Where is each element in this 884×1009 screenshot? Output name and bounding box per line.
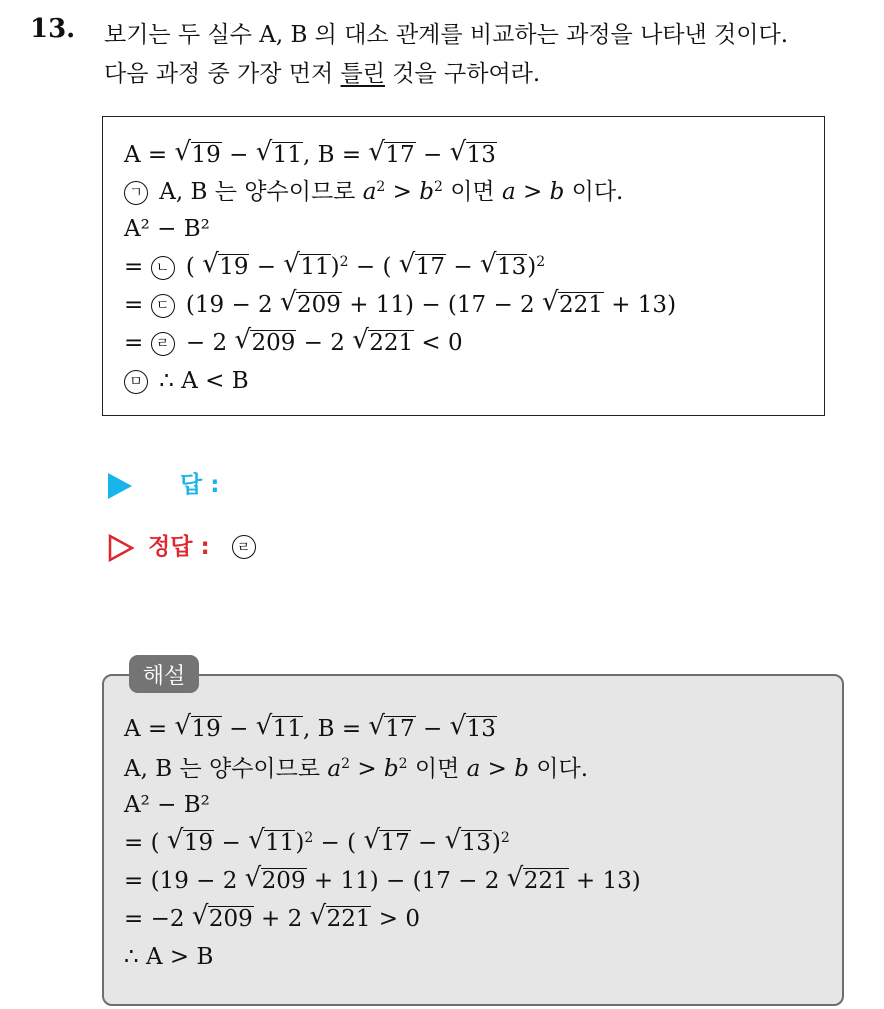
circled-mark-2: ㄴ bbox=[151, 256, 175, 280]
text: − bbox=[415, 142, 450, 168]
circled-mark-3: ㄷ bbox=[151, 294, 175, 318]
radicand: 13 bbox=[496, 254, 527, 280]
solution-line3 bbox=[124, 828, 510, 858]
exponent: 2 bbox=[339, 254, 349, 270]
radicand: 17 bbox=[385, 716, 415, 742]
exponent: 2 bbox=[398, 756, 408, 772]
sqrt bbox=[368, 140, 415, 170]
radicand: 209 bbox=[208, 906, 253, 932]
exponent: 2 bbox=[304, 830, 314, 846]
radicand: 11 bbox=[272, 716, 302, 742]
sqrt bbox=[310, 904, 372, 934]
radicand: 11 bbox=[272, 142, 302, 168]
sqrt bbox=[175, 714, 222, 744]
text: ∴ A < B bbox=[152, 368, 249, 394]
sqrt bbox=[352, 328, 414, 358]
text: ( bbox=[178, 254, 203, 280]
solution-tag: 해설 bbox=[129, 655, 199, 693]
radicand: 19 bbox=[219, 254, 249, 280]
text: = bbox=[124, 292, 151, 318]
solution-line5 bbox=[124, 904, 420, 934]
text: − bbox=[446, 254, 480, 280]
radicand: 11 bbox=[300, 254, 330, 280]
question-text-after: 것을 구하여라. bbox=[384, 61, 541, 87]
sqrt bbox=[256, 140, 303, 170]
text: + 2 bbox=[253, 906, 310, 932]
box-step4-line bbox=[124, 328, 463, 358]
exponent: 2 bbox=[341, 756, 351, 772]
circled-mark-1: ㄱ bbox=[124, 181, 148, 205]
sqrt bbox=[234, 328, 296, 358]
correct-answer-mark: ㄹ bbox=[232, 535, 256, 559]
text: (19 − 2 bbox=[178, 292, 280, 318]
question-number: 13. bbox=[30, 14, 76, 44]
text: = bbox=[124, 254, 151, 280]
radicand: 221 bbox=[559, 292, 603, 318]
solution-line4 bbox=[124, 866, 641, 896]
solution-definition-line bbox=[124, 714, 497, 744]
correct-answer-row bbox=[108, 528, 260, 562]
play-triangle-icon bbox=[108, 473, 132, 499]
text: 이면 bbox=[407, 756, 467, 782]
sqrt bbox=[507, 866, 569, 896]
radicand: 19 bbox=[191, 716, 221, 742]
radicand: 19 bbox=[183, 830, 214, 856]
text: , B = bbox=[302, 716, 369, 742]
text: + 13) bbox=[568, 868, 641, 894]
text: = bbox=[124, 330, 151, 356]
text: > 0 bbox=[371, 906, 420, 932]
text: − ( bbox=[348, 254, 399, 280]
answer-label: 답 : bbox=[180, 472, 220, 498]
radicand: 17 bbox=[415, 254, 446, 280]
box-step5-line bbox=[124, 366, 249, 396]
radicand: 221 bbox=[326, 906, 371, 932]
radicand: 13 bbox=[466, 142, 496, 168]
sqrt bbox=[445, 828, 492, 858]
radicand: 221 bbox=[369, 330, 414, 356]
text: , B = bbox=[302, 142, 369, 168]
sqrt bbox=[283, 252, 330, 282]
text: + 11) − (17 − 2 bbox=[341, 292, 542, 318]
circled-mark-5: ㅁ bbox=[124, 370, 148, 394]
sqrt bbox=[248, 828, 295, 858]
text: = (19 − 2 bbox=[124, 868, 245, 894]
text: < 0 bbox=[414, 330, 463, 356]
text: ) bbox=[330, 254, 340, 280]
radicand: 13 bbox=[466, 716, 496, 742]
question-text-line2 bbox=[104, 55, 540, 88]
sqrt bbox=[450, 140, 497, 170]
text: A, B 는 양수이므로 bbox=[124, 756, 328, 782]
sqrt bbox=[280, 290, 342, 320]
radicand: 209 bbox=[261, 868, 306, 894]
radicand: 11 bbox=[265, 830, 295, 856]
text: 이다. bbox=[564, 179, 624, 205]
text: − ( bbox=[313, 830, 364, 856]
text: + 11) − (17 − 2 bbox=[306, 868, 507, 894]
radicand: 17 bbox=[380, 830, 410, 856]
var-a: a bbox=[327, 756, 342, 782]
radicand: 17 bbox=[385, 142, 415, 168]
var-a: a bbox=[466, 756, 481, 782]
box-definition-line bbox=[124, 140, 497, 170]
sqrt bbox=[167, 828, 214, 858]
solution-expr-line: A² − B² bbox=[124, 792, 210, 818]
text: − 2 bbox=[296, 330, 353, 356]
box-step1-line bbox=[124, 177, 623, 207]
text: A = bbox=[124, 716, 175, 742]
circled-mark-4: ㄹ bbox=[151, 332, 175, 356]
text: + 13) bbox=[603, 292, 677, 318]
text: − bbox=[415, 716, 450, 742]
text: − 2 bbox=[178, 330, 235, 356]
sqrt bbox=[368, 714, 415, 744]
sqrt bbox=[192, 904, 254, 934]
question-text-line1: 보기는 두 실수 A, B 의 대소 관계를 비교하는 과정을 나타낸 것이다. bbox=[104, 22, 789, 48]
sqrt bbox=[363, 828, 410, 858]
text: − bbox=[221, 142, 256, 168]
question-underlined-word: 틀린 bbox=[340, 61, 385, 87]
sqrt bbox=[202, 252, 249, 282]
radicand: 13 bbox=[461, 830, 491, 856]
text: > bbox=[515, 179, 550, 205]
outline-triangle-icon bbox=[108, 534, 134, 562]
sqrt bbox=[245, 866, 307, 896]
correct-answer-label: 정답 : bbox=[148, 534, 210, 560]
text: ) bbox=[527, 254, 537, 280]
var-a: a bbox=[501, 179, 516, 205]
text: − bbox=[214, 830, 249, 856]
text: 이면 bbox=[442, 179, 502, 205]
var-b: b bbox=[419, 179, 434, 205]
solution-line6: ∴ A > B bbox=[124, 944, 214, 970]
box-step2-line bbox=[124, 252, 545, 282]
solution-line1 bbox=[124, 754, 588, 784]
var-a: a bbox=[362, 179, 377, 205]
radicand: 221 bbox=[523, 868, 568, 894]
box-step3-line bbox=[124, 290, 676, 320]
exponent: 2 bbox=[536, 254, 546, 270]
answer-row bbox=[108, 466, 219, 499]
text: > bbox=[350, 756, 384, 782]
text: A, B 는 양수이므로 bbox=[152, 179, 363, 205]
sqrt bbox=[256, 714, 303, 744]
text: A = bbox=[124, 142, 175, 168]
var-b: b bbox=[549, 179, 565, 205]
sqrt bbox=[480, 252, 527, 282]
box-expr-line: A² − B² bbox=[124, 216, 210, 242]
question-text-before: 다음 과정 중 가장 먼저 bbox=[104, 61, 341, 87]
text: = −2 bbox=[124, 906, 192, 932]
sqrt bbox=[542, 290, 604, 320]
text: − bbox=[221, 716, 256, 742]
text: ) bbox=[491, 830, 501, 856]
radicand: 209 bbox=[296, 292, 341, 318]
sqrt bbox=[175, 140, 222, 170]
radicand: 19 bbox=[191, 142, 221, 168]
sqrt bbox=[450, 714, 497, 744]
text: > bbox=[480, 756, 515, 782]
radicand: 209 bbox=[251, 330, 296, 356]
text: ) bbox=[295, 830, 305, 856]
sqrt bbox=[399, 252, 446, 282]
text: − bbox=[410, 830, 445, 856]
text: 이다. bbox=[529, 756, 589, 782]
exponent: 2 bbox=[433, 179, 443, 195]
exponent: 2 bbox=[376, 179, 386, 195]
var-b: b bbox=[514, 756, 529, 782]
text: = ( bbox=[124, 830, 167, 856]
text: > bbox=[385, 179, 420, 205]
text: − bbox=[249, 254, 284, 280]
var-b: b bbox=[383, 756, 399, 782]
exponent: 2 bbox=[500, 830, 510, 846]
